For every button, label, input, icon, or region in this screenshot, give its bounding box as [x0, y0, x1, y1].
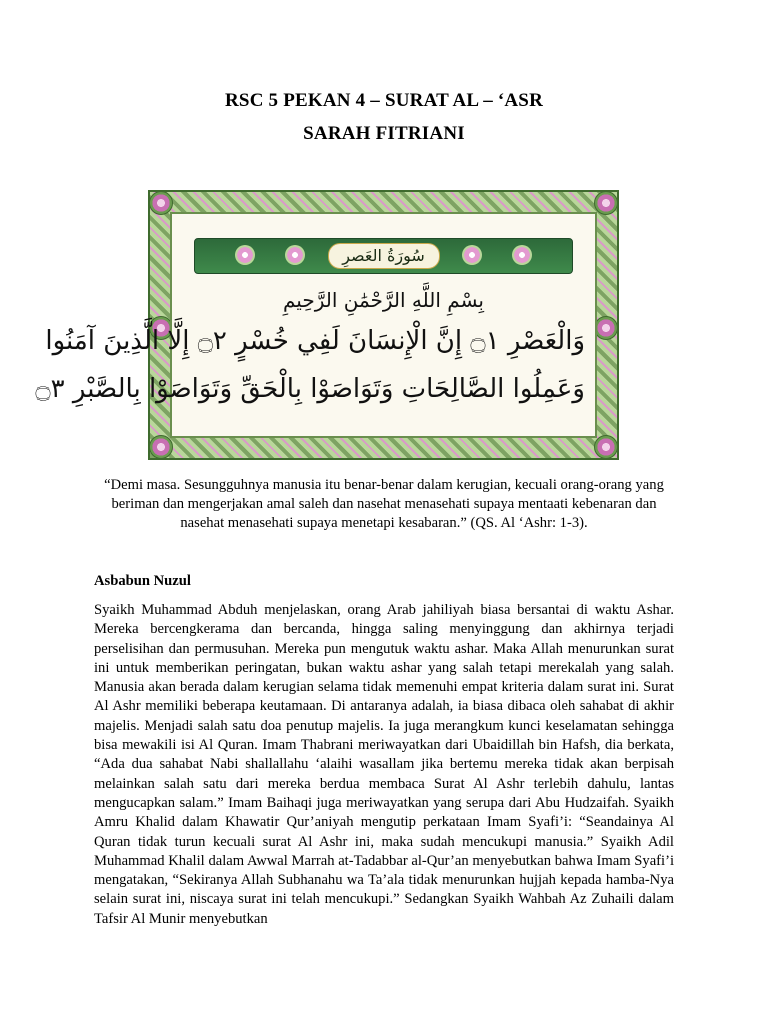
- flower-ornament-icon: [512, 245, 532, 265]
- surah-name: سُورَةُ العَصرِ: [328, 243, 440, 269]
- flower-ornament-icon: [594, 316, 618, 340]
- flower-ornament-icon: [462, 245, 482, 265]
- surah-al-asr-image: [35, 190, 619, 460]
- flower-ornament-icon: [235, 245, 255, 265]
- flower-ornament-icon: [594, 435, 618, 459]
- ayah-line: وَالْعَصْرِ ۝١ إِنَّ الْإِنسَانَ لَفِي خُسْرٍ ۝٢ إِلَّا الَّذِينَ آمَنُوا: [45, 326, 585, 356]
- bismillah: بِسْمِ اللَّهِ الرَّحْمَٰنِ الرَّحِيمِ: [282, 288, 484, 312]
- translation-paragraph: “Demi masa. Sesungguhnya manusia itu benar-benar dalam kerugian, kecuali orang-orang yang beriman dan mengerjakan amal saleh dan nasehat menasehati supaya mentaati kebenaran dan nasehat menasehati supaya menetapi kesabaran.” (QS. Al ‘Ashr: 1-3).: [104, 477, 664, 531]
- surah-text-panel: [35, 212, 597, 438]
- body-paragraph: Syaikh Muhammad Abduh menjelaskan, orang Arab jahiliyah biasa bersantai di waktu Ashar. Mereka bercengkerama dan bercanda, hingga saling menyinggung dan akhirnya terjadi perselisihan dan permusuhan. Mereka pun mengutuk waktu ashar. Maka Allah menurunkan surat ini untuk memberikan peringatan, bukan waktu ashar yang salah tetapi merekalah yang salah. Manusia akan berada dalam kerugian selama tidak memenuhi empat kriteria dalam surat ini. Surat Al Ashr memiliki beberapa keutamaan. Di antaranya adalah, ia biasa dibaca oleh sahabat di akhir majelis. Menjadi salah satu doa penutup majelis. Ia juga merangkum kunci keselamatan sehingga bisa mewakili isi Al Quran. Imam Thabrani meriwayatkan dari Ubaidillah bin Hafsh, dia berkata, “Ada dua sahabat Nabi shallallahu ‘alaihi wasallam jika bertemu mereka tidak akan berpisah melainkan salah satu dari mereka berdua membaca Surat Al Ashr terlebih dahulu, lantas mengucapkan salam.” Imam Baihaqi juga meriwayatkan yang serupa dari Abu Hudzaifah. Syaikh Amru Khalid dalam Khawatir Qur’aniyah mengutip perkataan Imam Syafi’i: “Seandainya Al Quran tidak turun kecuali surat Al Ashr ini, maka sudah mencukupi manusia.” Syaikh Adil Muhammad Khalil dalam Awwal Marrah at-Tadabbar al-Qur’an menyebutkan bahwa Imam Syafi’i mengatakan, “Sekiranya Allah Subhanahu wa Ta’ala tidak menurunkan hujjah kepada hamba-Nya selain surat ini, niscaya surat ini telah mencukupi.” Sedangkan Syaikh Wahbah Az Zuhaili dalam Tafsir Al Munir menyebutkan: [94, 602, 674, 927]
- flower-ornament-icon: [149, 435, 173, 459]
- flower-ornament-icon: [594, 191, 618, 215]
- surah-header-band: [194, 238, 573, 274]
- author-name: SARAH FITRIANI: [303, 123, 465, 144]
- document-title: RSC 5 PEKAN 4 – SURAT AL – ‘ASR: [225, 90, 543, 111]
- flower-ornament-icon: [285, 245, 305, 265]
- section-heading: Asbabun Nuzul: [94, 573, 191, 589]
- ayah-line: وَعَمِلُوا الصَّالِحَاتِ وَتَوَاصَوْا بِالْحَقِّ وَتَوَاصَوْا بِالصَّبْرِ ۝٣: [35, 374, 585, 404]
